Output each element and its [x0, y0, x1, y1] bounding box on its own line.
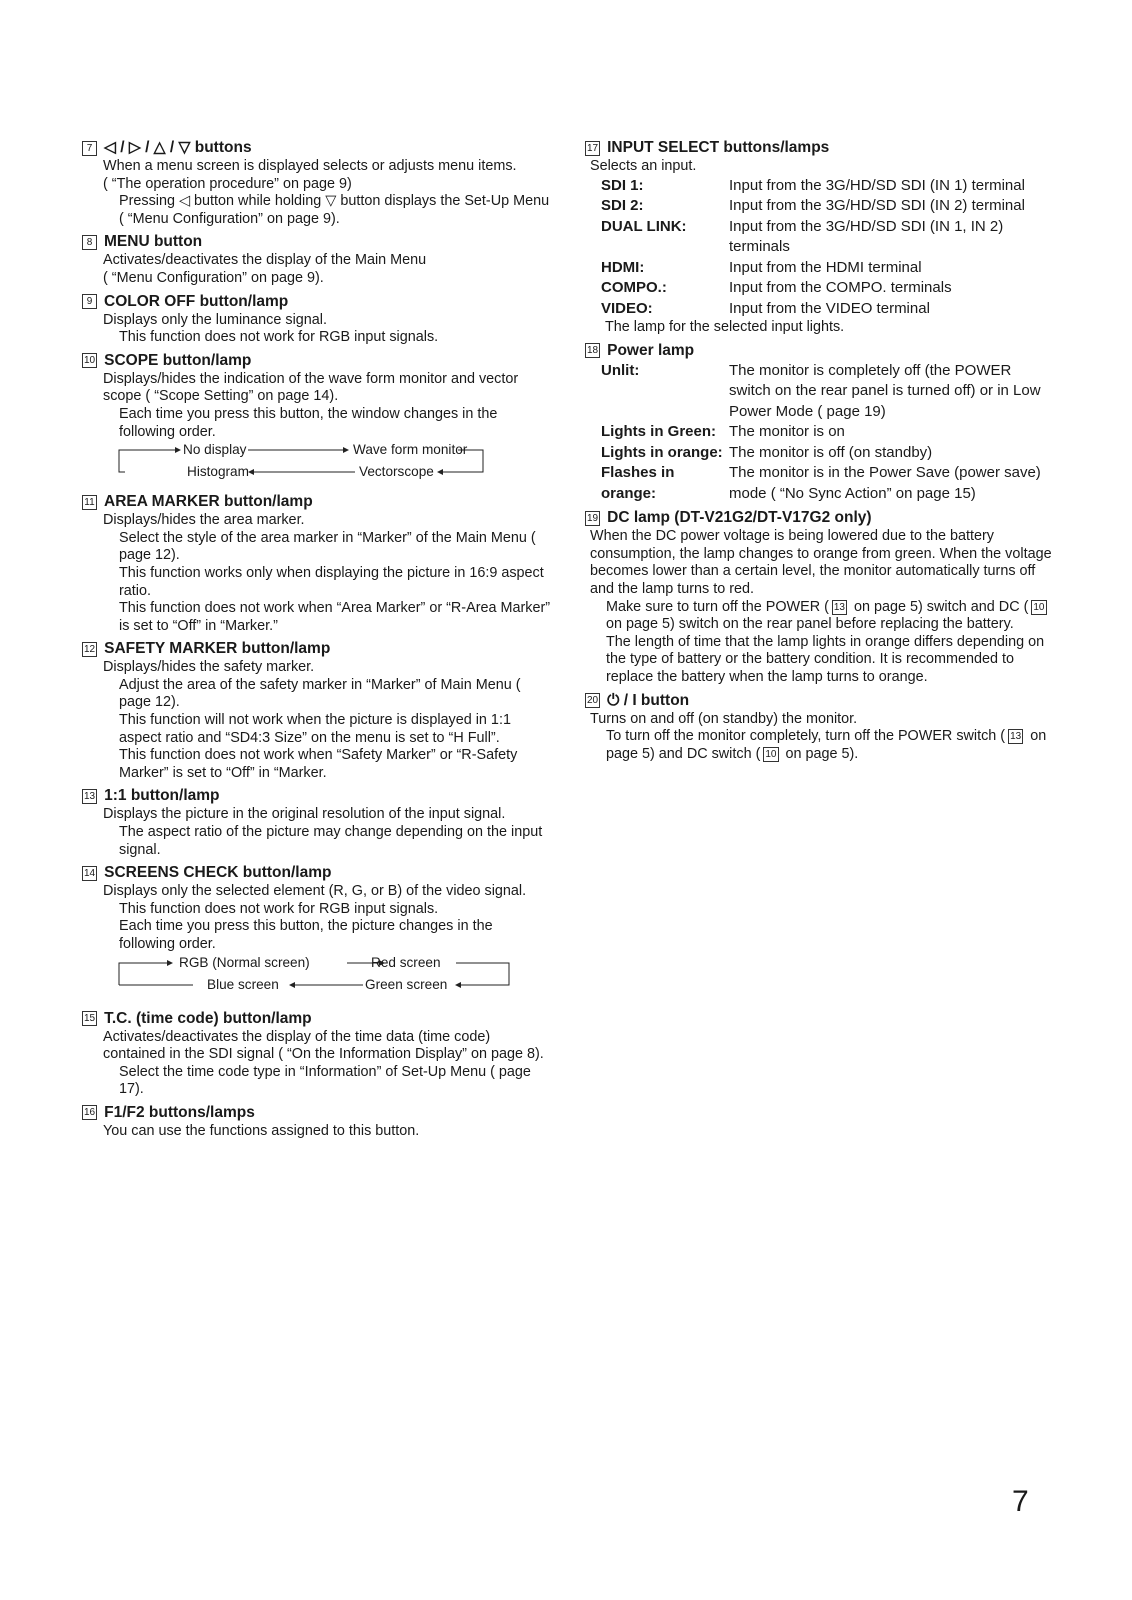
section-arrow-buttons	[82, 138, 552, 228]
right-column	[585, 138, 1055, 767]
flow-arrows	[117, 957, 517, 1001]
section-title: SAFETY MARKER button/lamp	[104, 640, 331, 658]
input-desc: Input from the COMPO. terminals	[729, 279, 952, 297]
screens-order-diagram	[117, 954, 552, 1001]
paragraph: Activates/deactivates the display of the Main Menu	[103, 252, 427, 269]
ref-number: 10	[765, 748, 777, 760]
section-screens-check	[82, 863, 552, 1000]
section-f1-f2	[82, 1103, 552, 1141]
paragraph: ( “The operation procedure” on page 9)	[103, 175, 352, 192]
flow-step: Wave form monitor	[353, 442, 468, 458]
note: The length of time that the lamp lights in orange differs depending on the type of battery or the battery condition. It is recommended to replace the battery when the lamp turns to orange.	[606, 633, 1045, 685]
paragraph: Selects an input.	[590, 158, 697, 174]
ref-number: 10	[1033, 601, 1045, 613]
note: This function will not work when the picture is displayed in 1:1 aspect ratio and “SD4:3 Size” on the menu is set to “H Full”.	[119, 712, 511, 746]
note: Adjust the area of the safety marker in “Marker” of Main Menu ( page 12).	[119, 676, 521, 711]
state-label: Lights in orange:	[601, 443, 723, 461]
state-desc: The monitor is in the Power Save (power save) mode ( “No Sync Action” on page 15)	[729, 464, 1041, 502]
note: Select the time code type in “Information” of Set-Up Menu ( page 17).	[119, 1063, 531, 1098]
section-scope	[82, 351, 552, 488]
item-number: 17	[587, 142, 599, 154]
input-desc: Input from the 3G/HD/SD SDI (IN 2) terminal	[729, 197, 1025, 215]
note-text: To turn off the monitor completely, turn off the POWER switch (	[606, 728, 1006, 745]
flow-step: No display	[183, 442, 247, 458]
flow-step: Red screen	[371, 954, 441, 970]
section-title: 1:1 button/lamp	[104, 787, 220, 805]
input-label: VIDEO:	[601, 299, 653, 317]
left-column	[82, 138, 552, 1145]
paragraph: Displays the picture in the original resolution of the input signal.	[103, 806, 506, 823]
section-title: COLOR OFF button/lamp	[104, 292, 289, 310]
input-label: DUAL LINK:	[601, 217, 687, 235]
input-desc: Input from the HDMI terminal	[729, 258, 922, 276]
note: This function does not work for RGB input signals.	[119, 329, 439, 346]
note: This function does not work when “Safety Marker” or “R-Safety Marker” is set to “Off” in “Marker.	[119, 747, 518, 781]
note-text: on page 5) switch on the rear panel before replacing the battery.	[606, 616, 1014, 633]
note-text: on page 5).	[781, 745, 859, 762]
input-desc: Input from the VIDEO terminal	[729, 299, 930, 317]
paragraph: Displays only the selected element (R, G, or B) of the video signal.	[103, 883, 527, 900]
input-label: SDI 2:	[601, 197, 644, 215]
section-dc-lamp	[585, 508, 1055, 686]
section-title: MENU button	[104, 233, 203, 251]
section-title: T.C. (time code) button/lamp	[104, 1009, 312, 1027]
section-title: SCOPE button/lamp	[104, 351, 252, 369]
input-label: COMPO.:	[601, 279, 667, 297]
state-desc: The monitor is completely off (the POWER switch on the rear panel is turned off) or in Low Power Mode ( page 19)	[729, 361, 1041, 420]
state-desc: The monitor is on	[729, 423, 845, 441]
paragraph: Displays/hides the safety marker.	[103, 659, 315, 676]
item-number: 8	[82, 235, 97, 250]
item-number: 9	[82, 294, 97, 309]
power-icon: ⏻	[607, 691, 620, 709]
section-power-button	[585, 691, 1055, 764]
ref-number: 13	[1010, 731, 1022, 743]
paragraph: Displays/hides the area marker.	[103, 512, 305, 529]
item-number: 12	[84, 643, 96, 655]
input-list	[601, 176, 1055, 320]
page-number: 7	[1012, 1485, 1029, 1518]
note-text: on page 5) switch and DC (	[850, 598, 1029, 615]
item-number: 10	[84, 355, 96, 367]
scope-order-diagram	[117, 444, 552, 488]
note: This function does not work when “Area Marker” or “R-Area Marker” is set to “Off” in “Marker.”	[119, 600, 551, 634]
item-number: 18	[587, 345, 599, 357]
state-label: Lights in Green:	[601, 423, 717, 441]
note: This function does not work for RGB input signals.	[119, 900, 439, 917]
paragraph: Activates/deactivates the display of the time data (time code) contained in the SDI signal ( “On the Information Display” on page 8).	[103, 1028, 544, 1063]
flow-step: Blue screen	[207, 976, 279, 992]
paragraph: When the DC power voltage is being lowered due to the battery consumption, the lamp changes to orange from green. When the voltage becomes lower than a certain level, the monitor automatically turns off and the lamp turns to red.	[590, 528, 1052, 597]
note: Pressing ◁ button while holding ▽ button displays the Set-Up Menu ( “Menu Configuration” on page 9).	[119, 193, 550, 227]
item-number: 16	[84, 1107, 96, 1119]
section-title: SCREENS CHECK button/lamp	[104, 864, 332, 882]
section-title: ◁ / ▷ / △ / ▽ buttons	[104, 139, 252, 156]
section-title: Power lamp	[607, 341, 695, 359]
section-title: F1/F2 buttons/lamps	[104, 1103, 255, 1121]
section-time-code	[82, 1009, 552, 1099]
section-title: / I button	[623, 691, 690, 709]
note: Each time you press this button, the window changes in the following order.	[119, 405, 498, 440]
paragraph: Displays only the luminance signal.	[103, 311, 327, 328]
flow-step: Green screen	[365, 976, 448, 992]
section-menu-button	[82, 232, 552, 287]
section-title: AREA MARKER button/lamp	[104, 493, 313, 511]
item-number: 13	[84, 790, 96, 802]
note-text: Make sure to turn off the POWER (	[606, 598, 829, 615]
note: This function works only when displaying the picture in 16:9 aspect ratio.	[119, 564, 544, 599]
section-color-off	[82, 292, 552, 347]
section-one-to-one	[82, 786, 552, 859]
note: The aspect ratio of the picture may change depending on the input signal.	[119, 824, 543, 858]
input-desc: Input from the 3G/HD/SD SDI (IN 1) terminal	[729, 176, 1025, 194]
flow-step: Vectorscope	[359, 464, 434, 480]
state-label: Flashes in orange:	[601, 464, 675, 502]
section-title: INPUT SELECT buttons/lamps	[607, 139, 830, 156]
note	[604, 599, 1055, 634]
flow-step: Histogram	[187, 464, 249, 480]
power-lamp-states	[601, 361, 1055, 505]
note: The lamp for the selected input lights.	[605, 319, 845, 336]
note-text: on page 5) and DC switch (	[606, 728, 1047, 762]
input-label: SDI 1:	[601, 176, 644, 194]
note: Select the style of the area marker in “Marker” of the Main Menu ( page 12).	[119, 529, 536, 564]
section-safety-marker	[82, 639, 552, 782]
state-desc: The monitor is off (on standby)	[729, 443, 933, 461]
item-number: 19	[587, 512, 599, 524]
paragraph: When a menu screen is displayed selects or adjusts menu items.	[103, 158, 517, 174]
state-label: Unlit:	[601, 361, 640, 379]
item-number: 14	[84, 867, 96, 879]
item-number: 7	[82, 141, 97, 156]
item-number: 11	[82, 495, 97, 510]
flow-step: RGB (Normal screen)	[179, 954, 310, 970]
input-desc: Input from the 3G/HD/SD SDI (IN 1, IN 2) terminals	[729, 217, 1004, 256]
section-input-select	[585, 138, 1055, 337]
ref-number: 13	[833, 601, 845, 613]
input-label: HDMI:	[601, 258, 645, 276]
section-title: DC lamp (DT-V21G2/DT-V17G2 only)	[607, 509, 872, 527]
note: Each time you press this button, the picture changes in the following order.	[119, 918, 493, 952]
paragraph: You can use the functions assigned to this button.	[103, 1122, 420, 1139]
section-area-marker	[82, 492, 552, 635]
section-power-lamp	[585, 341, 1055, 505]
note	[604, 728, 1055, 763]
item-number: 20	[587, 695, 599, 707]
item-number: 15	[84, 1013, 96, 1025]
paragraph: ( “Menu Configuration” on page 9).	[103, 269, 324, 286]
paragraph: Displays/hides the indication of the wave form monitor and vector scope ( “Scope Setting” on page 14).	[103, 370, 519, 405]
paragraph: Turns on and off (on standby) the monitor.	[590, 710, 858, 727]
